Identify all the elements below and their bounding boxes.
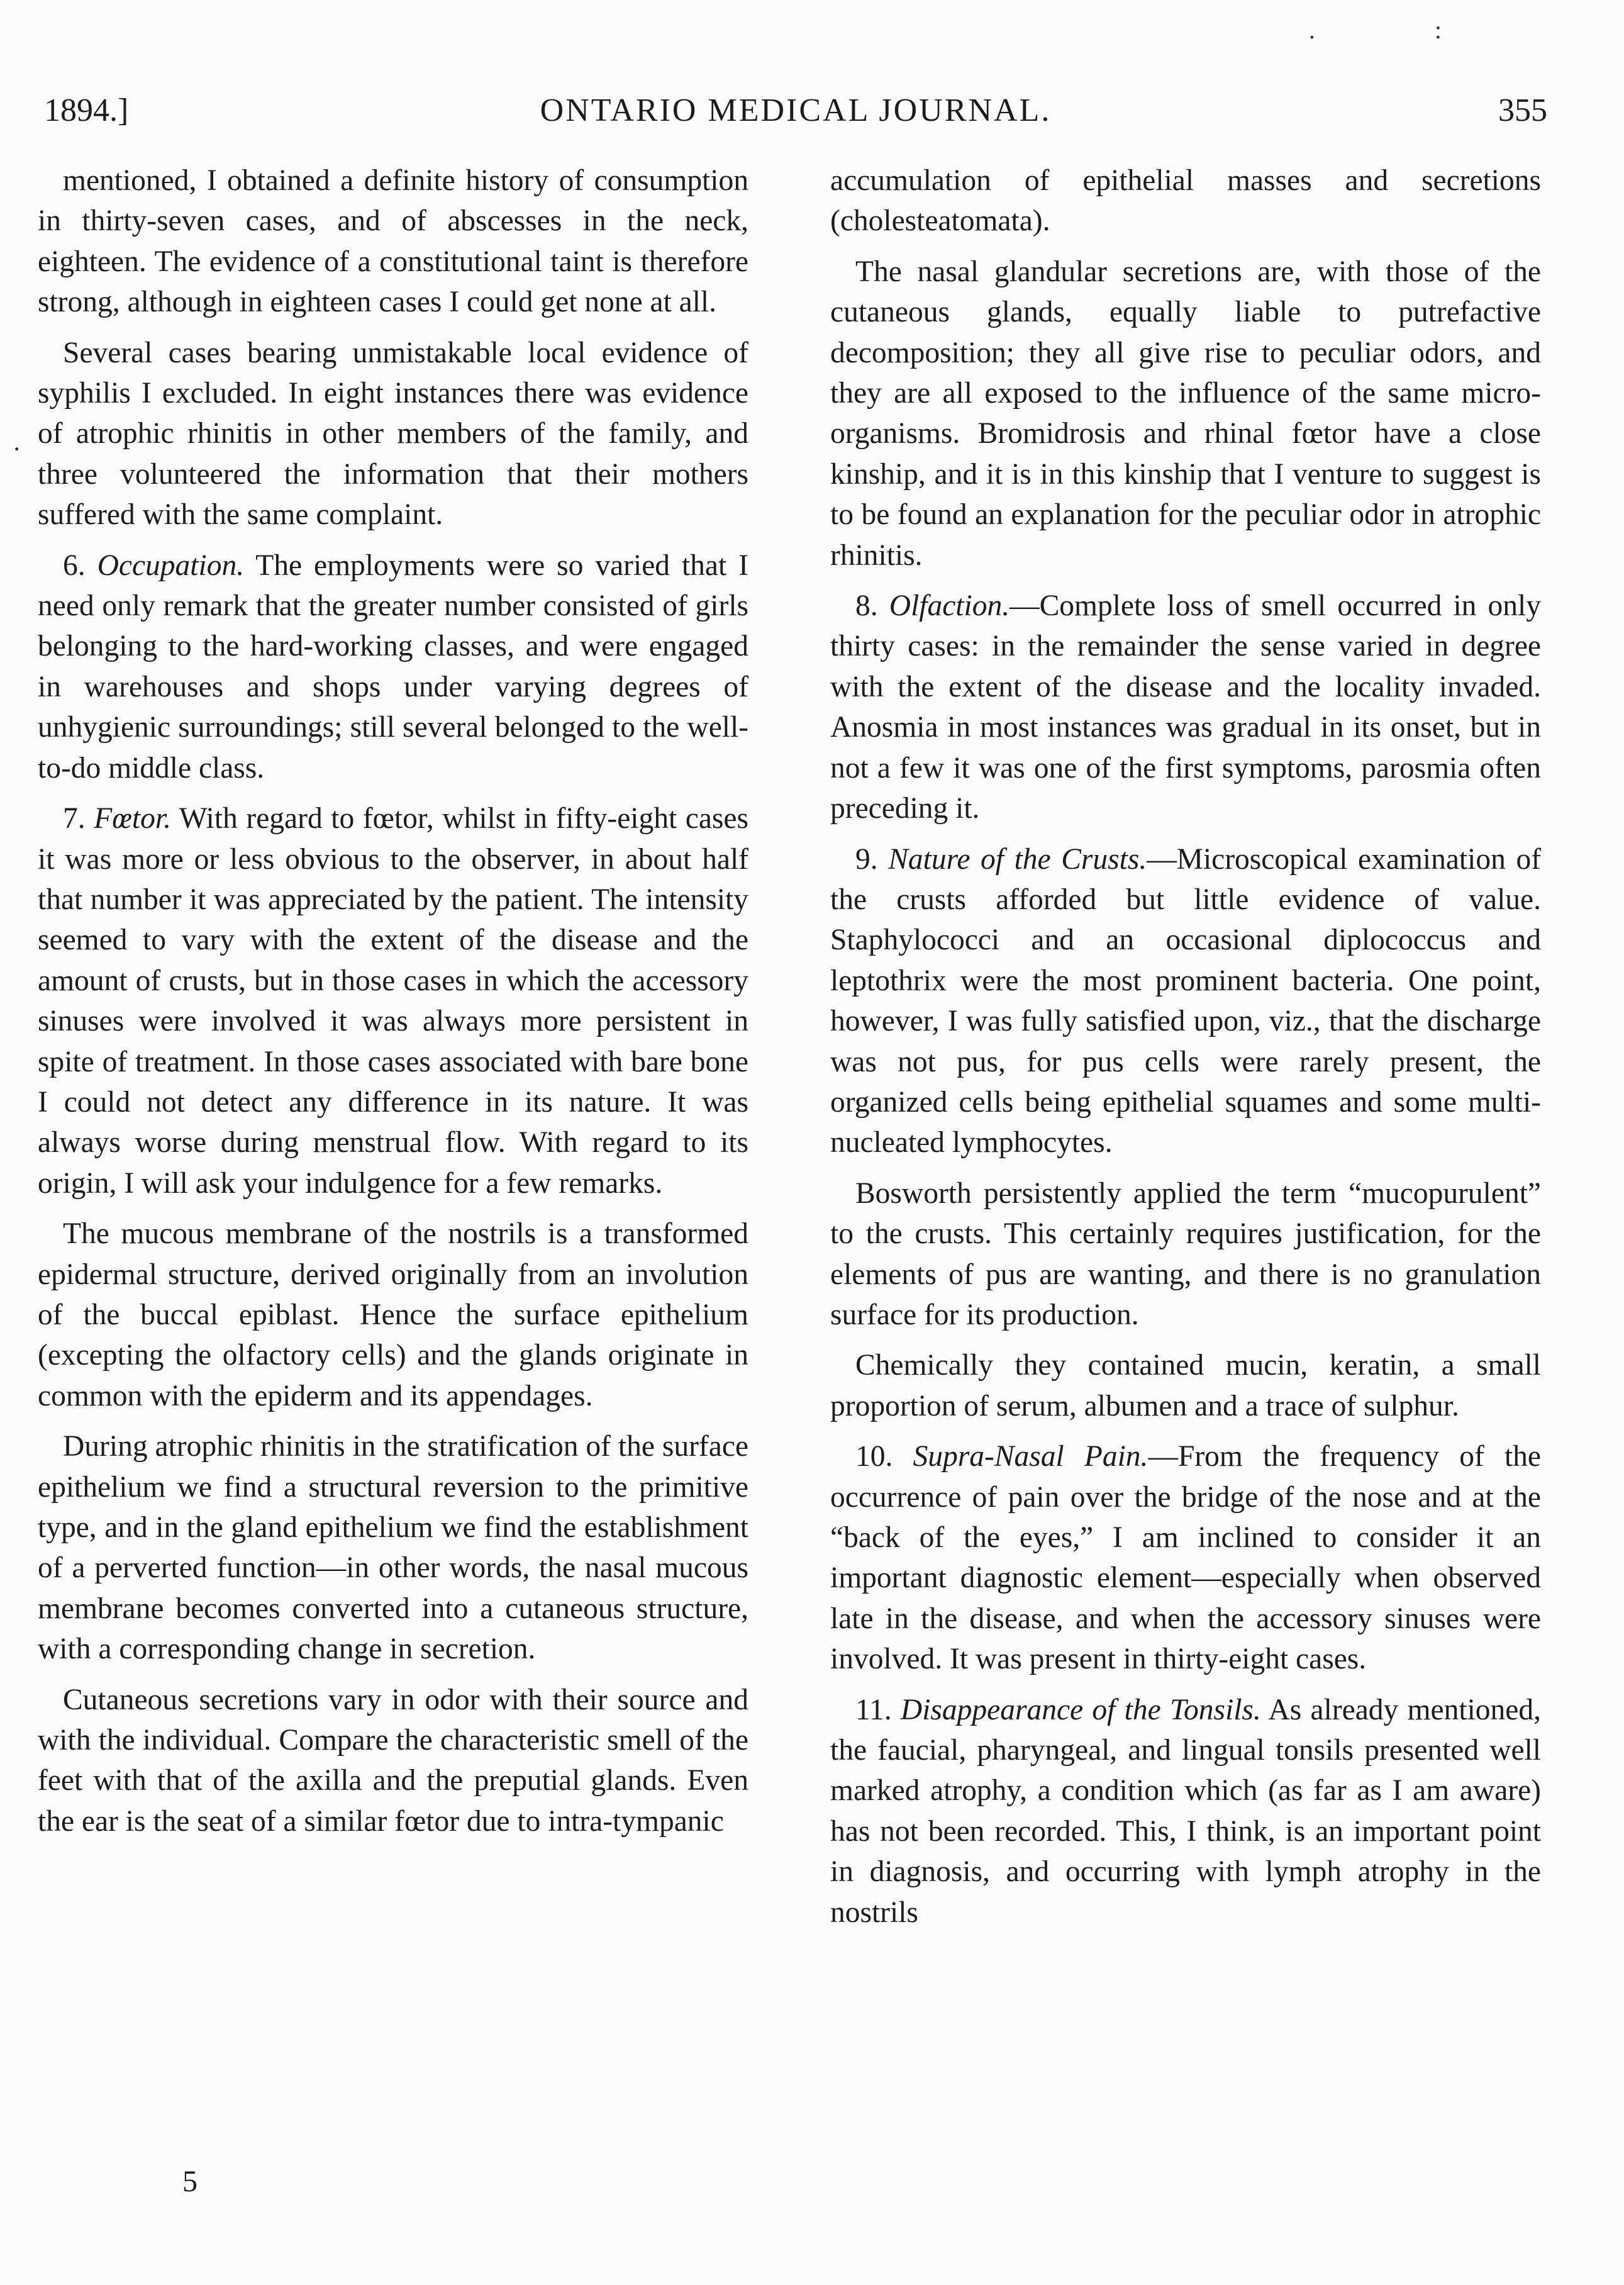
paragraph-text: Several cases bearing unmistakable local evidence of syphilis I excluded. In eight instances there was evidence of atrophic rhinitis in other members of the family, and three volunteered the information that their mothers suffered with the same complaint. (38, 336, 748, 532)
signature-mark: 5 (182, 2165, 197, 2198)
heading-separator: — (1148, 1440, 1178, 1473)
section-heading: Supra-Nasal Pain. (913, 1440, 1148, 1473)
section-heading: Nature of the Crusts. (888, 842, 1147, 876)
section-heading: Occupation. (97, 549, 245, 582)
paragraph-text: The nasal glandular secretions are, with those of the cutaneous glands, equally liable to putrefactive decomposition; they all give rise to peculiar odors, and they are all exposed to the influence of the same micro-organisms. Bromidrosis and rhinal fœtor have a close kinship, and it is in this kinship that I venture to suggest is to be found an explanation for the peculiar odor in atrophic rhinitis. (830, 255, 1541, 572)
paragraph-text: From the frequency of the occurrence of pain over the bridge of the nose and at the “back of the eyes,” I am inclined to consider it an important diagnostic element—especially when observed late in the disease, and when the accessory sinuses were involved. It was present in thirty-eight cases. (830, 1440, 1541, 1676)
left-column (38, 160, 748, 1841)
paragraph-text: Chemically they contained mucin, keratin, a small proportion of serum, albumen and a trace of sulphur. (830, 1349, 1541, 1422)
section-number: 10. (855, 1440, 893, 1473)
paragraph (38, 1426, 748, 1669)
paragraph (830, 1436, 1541, 1679)
right-column (830, 160, 1541, 1933)
paragraph (38, 798, 748, 1204)
paragraph (830, 586, 1541, 829)
paragraph-text: mentioned, I obtained a definite history of consumption in thirty-seven cases, and of abscesses in the neck, eighteen. The evidence of a constitutional taint is therefore strong, although in eighteen cases I could get none at all. (38, 164, 748, 319)
paragraph-text: accumulation of epithelial masses and secretions (cholesteatomata). (830, 164, 1541, 238)
scan-marks: . : (1308, 16, 1498, 44)
paragraph-text: Bosworth persistently applied the term “mucopurulent” to the crusts. This certainly requires justification, for the elements of pus are wanting, and there is no granulation surface for its production. (830, 1176, 1541, 1331)
heading-separator: — (1147, 842, 1177, 876)
paragraph (830, 1690, 1541, 1933)
section-number: 7. (63, 802, 86, 835)
paragraph (38, 160, 748, 323)
heading-separator: — (1009, 589, 1040, 623)
paragraph (38, 333, 748, 535)
section-heading: Olfaction. (889, 589, 1010, 623)
paragraph (38, 1680, 748, 1842)
section-heading: Fœtor. (94, 802, 171, 835)
header-year: 1894.] (44, 92, 129, 128)
paragraph-text: Microscopical examination of the crusts afforded but little evidence of value. Staphylococci and an occasional diplococcus and leptothrix were the most prominent bacteria. One point, however, I was fully satisfied upon, viz., that the discharge was not pus, for pus cells were rarely present, the organized cells being epithelial squames and some multi-nucleated lymphocytes. (830, 842, 1542, 1159)
journal-title: ONTARIO MEDICAL JOURNAL. (540, 92, 1052, 128)
section-number: 9. (855, 842, 878, 876)
section-number: 8. (855, 589, 878, 623)
paragraph-text: The mucous membrane of the nostrils is a transformed epidermal structure, derived originally from an involution of the buccal epiblast. Hence the surface epithelium (excepting the olfactory cells) and the glands originate in common with the epiderm and its appendages. (38, 1217, 748, 1412)
paragraph (830, 839, 1541, 1163)
section-heading: Disappearance of the Tonsils. (900, 1693, 1261, 1726)
section-number: 11. (855, 1693, 892, 1726)
paragraph-text: Complete loss of smell occurred in only thirty cases: in the remainder the sense varied in degree with the extent of the disease and the locality invaded. Anosmia in most instances was gradual in its onset, but in not a few it was one of the first symptoms, parosmia often preceding it. (830, 589, 1541, 825)
paragraph (38, 1214, 748, 1416)
section-number: 6. (63, 549, 86, 582)
paragraph-text: The employments were so varied that I need only remark that the greater number consisted of girls belonging to the hard-working classes, and were engaged in warehouses and shops under varying degrees of unhygienic surroundings; still several belonged to the well-to-do middle class. (38, 549, 748, 785)
paragraph-text: Cutaneous secretions vary in odor with their source and with the individual. Compare the characteristic smell of the feet with that of the axilla and the preputial glands. Even the ear is the seat of a similar fœtor due to intra-tympanic (38, 1683, 748, 1838)
paragraph (830, 1345, 1541, 1426)
paragraph-text: During atrophic rhinitis in the stratification of the surface epithelium we find a structural reversion to the primitive type, and in the gland epithelium we find the establishment of a perverted function—in other words, the nasal mucous membrane becomes converted into a cutaneous structure, with a corresponding change in secretion. (38, 1430, 748, 1666)
paragraph (830, 252, 1541, 576)
paragraph (830, 160, 1541, 242)
margin-mark: · (13, 435, 21, 463)
paragraph (38, 545, 748, 788)
paragraph-text: With regard to fœtor, whilst in fifty-eight cases it was more or less obvious to the observer, in about half that number it was appreciated by the patient. The intensity seemed to vary with the extent of the disease and the amount of crusts, but in those cases in which the accessory sinuses were involved it was always more persistent in spite of treatment. In those cases associated with bare bone I could not detect any difference in its nature. It was always worse during menstrual flow. With regard to its origin, I will ask your indulgence for a few remarks. (38, 802, 748, 1200)
paragraph-text: As already mentioned, the faucial, pharyngeal, and lingual tonsils presented well marked atrophy, a condition which (as far as I am aware) has not been recorded. This, I think, is an important point in diagnosis, and occurring with lymph atrophy in the nostrils (830, 1693, 1541, 1929)
page-number: 355 (1498, 92, 1547, 128)
paragraph (830, 1173, 1541, 1336)
running-header (44, 86, 1547, 136)
